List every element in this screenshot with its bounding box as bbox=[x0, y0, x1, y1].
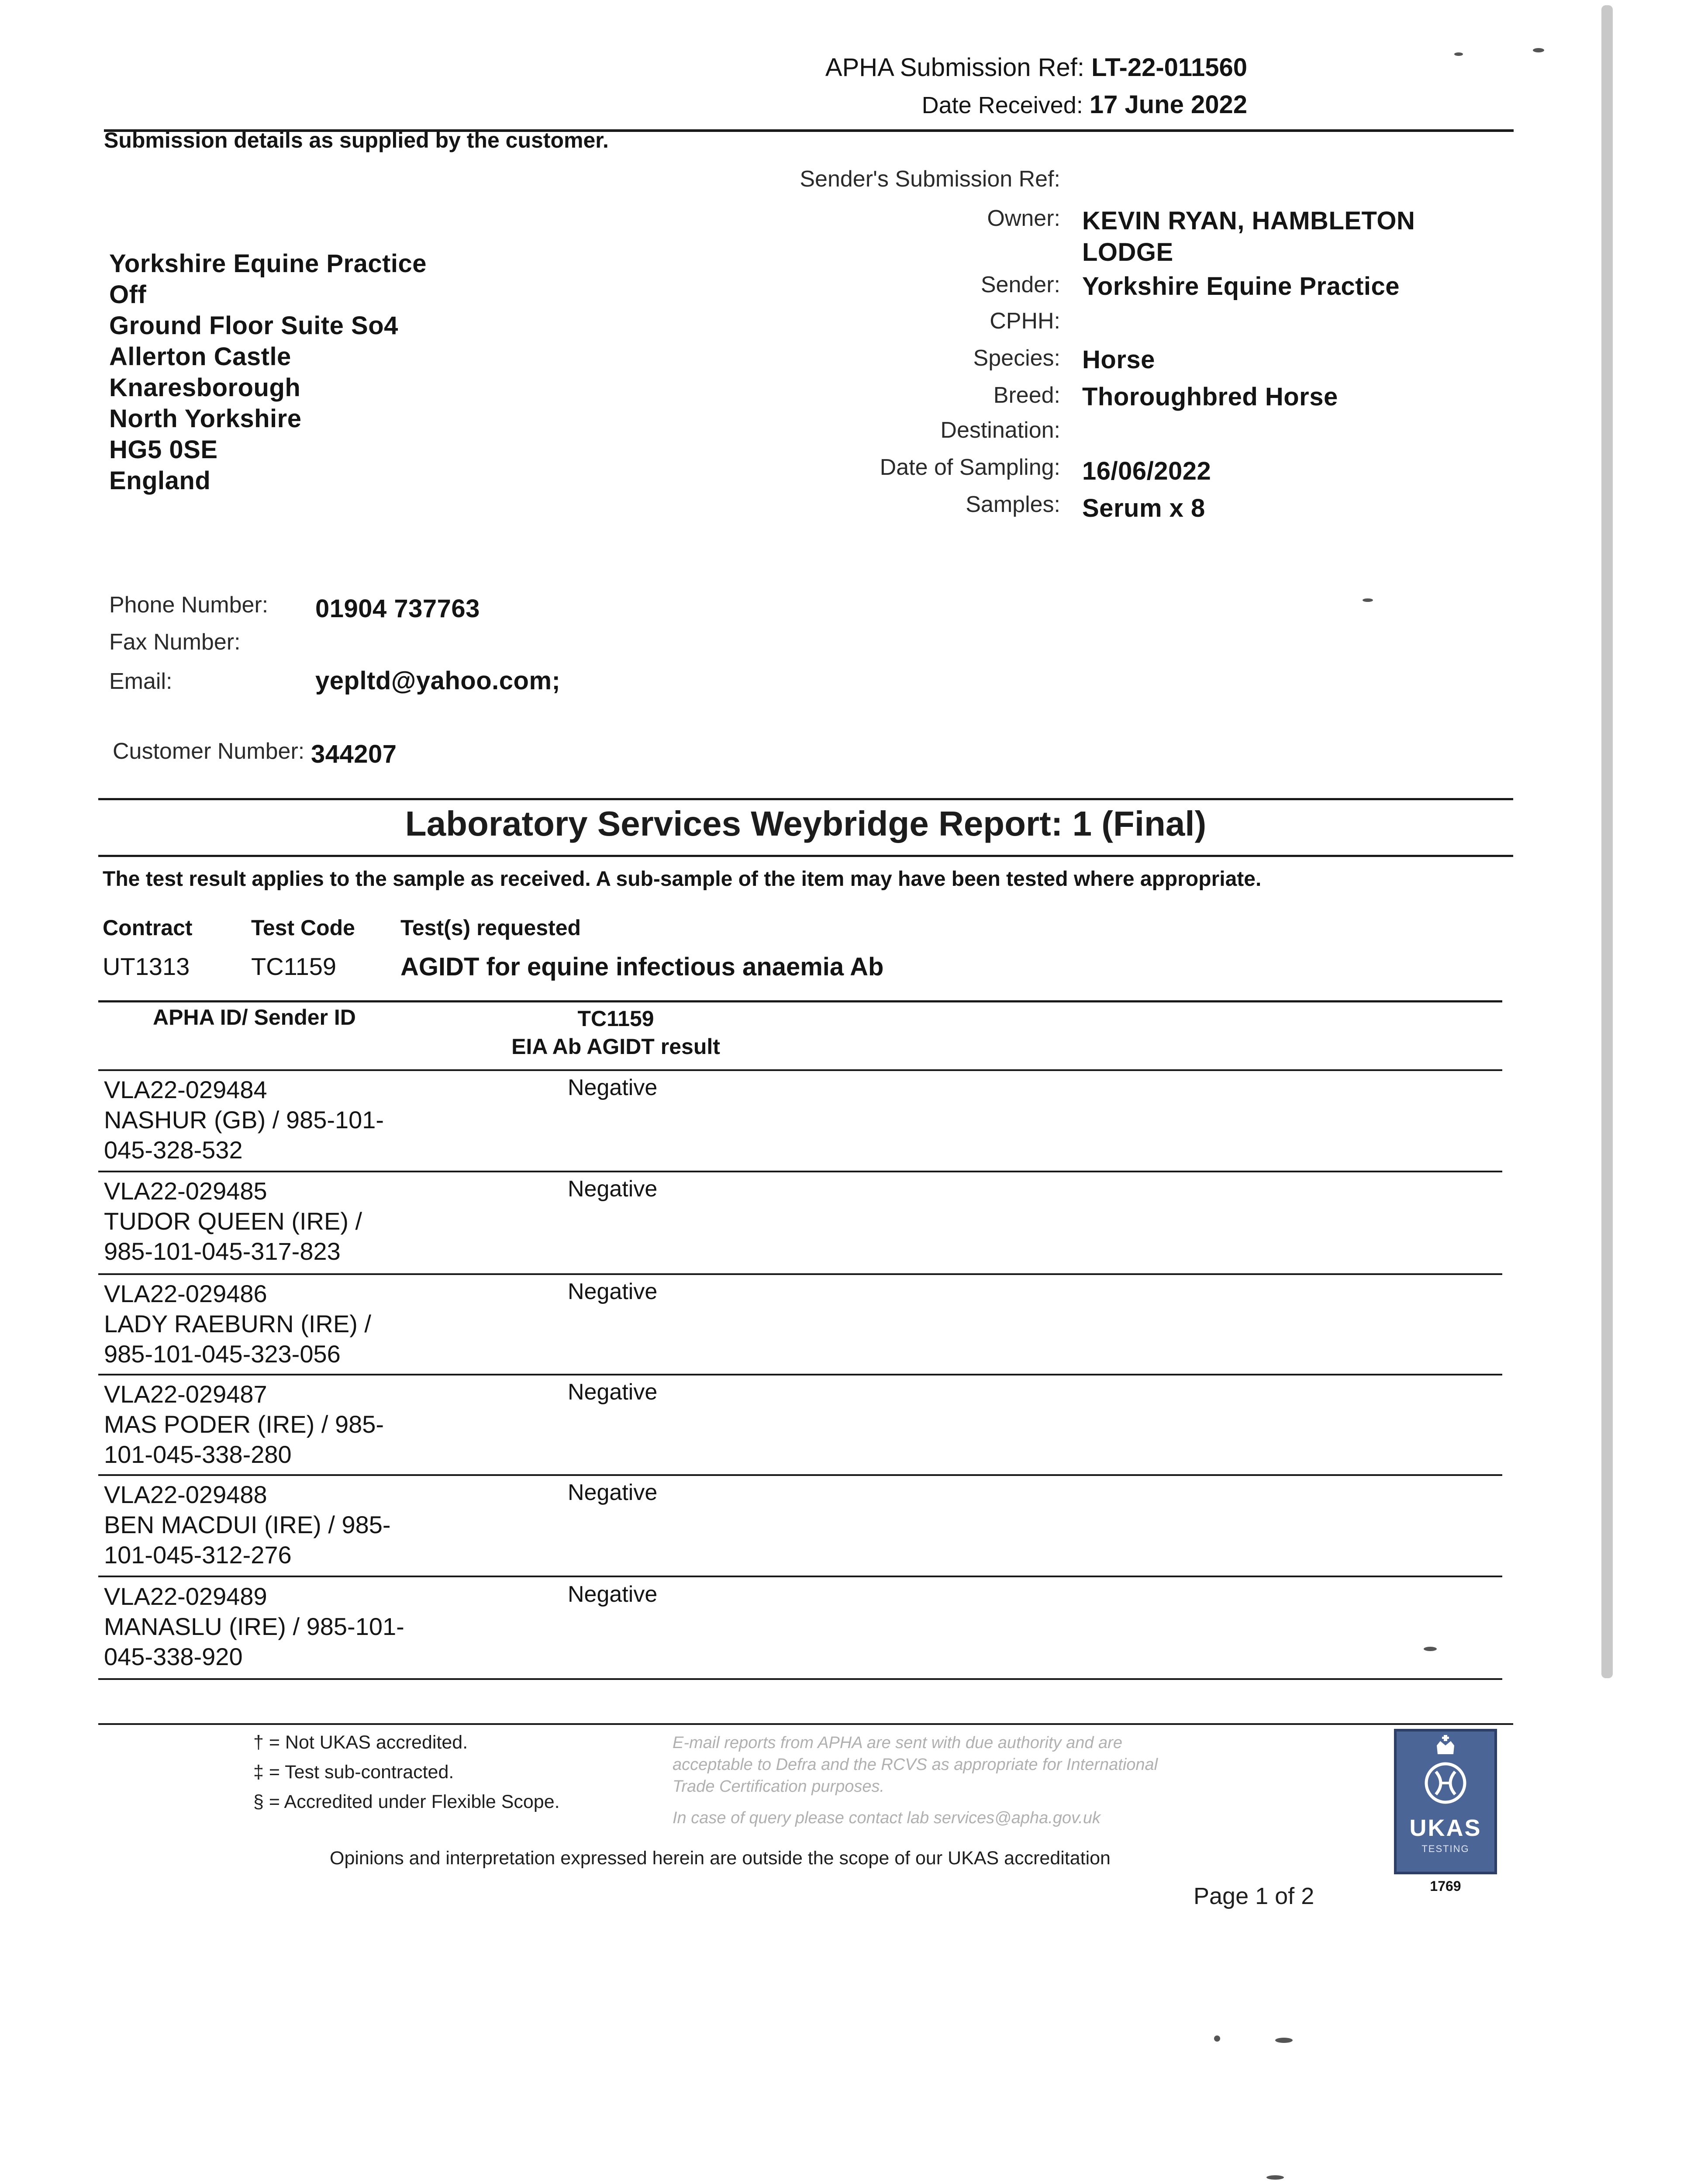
table-row bbox=[104, 1279, 436, 1369]
samples-label: Samples: bbox=[966, 492, 1060, 517]
table-top-rule bbox=[98, 1000, 1502, 1002]
samples-value: Serum x 8 bbox=[1082, 494, 1205, 522]
result-value: Negative bbox=[568, 1176, 658, 1202]
opinions-disclaimer: Opinions and interpretation expressed herein are outside the scope of our UKAS accreditation bbox=[330, 1848, 1111, 1869]
cphh-label: CPHH: bbox=[990, 308, 1060, 334]
scan-speck bbox=[1533, 48, 1544, 52]
scan-speck bbox=[1454, 52, 1463, 56]
row-rule bbox=[98, 1171, 1502, 1172]
sampling-date: 16/06/2022 bbox=[1082, 457, 1211, 485]
row-rule bbox=[98, 1069, 1502, 1071]
accreditation-legend bbox=[253, 1728, 560, 1817]
submission-ref: LT-22-011560 bbox=[1091, 53, 1247, 82]
sender-id: 045-338-920 bbox=[104, 1643, 243, 1670]
sender-id: 985-101-045-323-056 bbox=[104, 1340, 341, 1368]
header-refs bbox=[825, 49, 1247, 124]
species-label: Species: bbox=[973, 346, 1060, 371]
contract-value: UT1313 bbox=[103, 953, 190, 980]
title-bottom-rule bbox=[98, 855, 1513, 857]
apha-id: VLA22-029484 bbox=[104, 1076, 267, 1103]
test-code-header: Test Code bbox=[251, 916, 355, 940]
ukas-number: 1769 bbox=[1430, 1878, 1461, 1894]
title-top-rule bbox=[98, 798, 1513, 800]
sender-label: Sender: bbox=[980, 272, 1060, 297]
row-rule bbox=[98, 1576, 1502, 1577]
sender-id: 045-328-532 bbox=[104, 1136, 243, 1164]
tests-requested-header: Test(s) requested bbox=[400, 916, 581, 940]
scan-speck bbox=[1275, 2038, 1293, 2043]
submission-ref-label: APHA Submission Ref: bbox=[825, 53, 1085, 82]
result-value: Negative bbox=[568, 1075, 658, 1100]
sender-value: Yorkshire Equine Practice bbox=[1082, 272, 1400, 301]
sender-id: BEN MACDUI (IRE) / 985- bbox=[104, 1511, 391, 1538]
sender-id: MANASLU (IRE) / 985-101- bbox=[104, 1613, 404, 1640]
col-header-code: TC1159 bbox=[577, 1006, 654, 1031]
legend-flexible-scope: § = Accredited under Flexible Scope. bbox=[253, 1791, 560, 1812]
legend-sub-contracted: ‡ = Test sub-contracted. bbox=[253, 1762, 454, 1783]
owner-value bbox=[1082, 205, 1415, 268]
table-row bbox=[104, 1479, 436, 1570]
apha-id: VLA22-029489 bbox=[104, 1583, 267, 1610]
customer-number-label: Customer Number: bbox=[113, 739, 305, 764]
apha-id: VLA22-029487 bbox=[104, 1380, 267, 1408]
test-code-value: TC1159 bbox=[251, 953, 337, 980]
owner-line: KEVIN RYAN, HAMBLETON bbox=[1082, 207, 1415, 235]
applies-note: The test result applies to the sample as received. A sub-sample of the item may have been tested where appropriate. bbox=[103, 867, 1262, 891]
breed-value: Thoroughbred Horse bbox=[1082, 383, 1338, 411]
ukas-sub: TESTING bbox=[1421, 1843, 1470, 1854]
customer-number: 344207 bbox=[311, 740, 397, 768]
senders-ref-label: Sender's Submission Ref: bbox=[800, 166, 1060, 192]
result-value: Negative bbox=[568, 1279, 658, 1304]
fax-label: Fax Number: bbox=[109, 629, 241, 655]
ukas-text: UKAS bbox=[1409, 1815, 1482, 1841]
sender-id: 985-101-045-317-823 bbox=[104, 1237, 341, 1265]
result-value: Negative bbox=[568, 1582, 658, 1607]
scan-speck bbox=[1266, 2175, 1284, 2180]
phone-label: Phone Number: bbox=[109, 592, 269, 618]
email-note-line: acceptable to Defra and the RCVS as appropriate for International bbox=[673, 1755, 1158, 1774]
customer-address bbox=[109, 248, 427, 496]
ukas-logo bbox=[1394, 1729, 1497, 1874]
address-line: Knaresborough bbox=[109, 373, 301, 402]
test-name: AGIDT for equine infectious anaemia Ab bbox=[400, 953, 884, 981]
page-number: Page 1 of 2 bbox=[1194, 1883, 1314, 1909]
address-line: North Yorkshire bbox=[109, 404, 302, 433]
sender-id: 101-045-312-276 bbox=[104, 1541, 292, 1569]
row-rule bbox=[98, 1273, 1502, 1275]
email-authority-note bbox=[673, 1732, 1328, 1829]
sampling-date-label: Date of Sampling: bbox=[880, 455, 1060, 480]
address-line: England bbox=[109, 467, 211, 495]
email-note-line: Trade Certification purposes. bbox=[673, 1777, 885, 1796]
row-rule bbox=[98, 1374, 1502, 1375]
legend-not-accredited: † = Not UKAS accredited. bbox=[253, 1732, 468, 1753]
email-value: yepltd@yahoo.com; bbox=[315, 667, 561, 695]
scan-speck bbox=[1363, 598, 1373, 602]
report-title: Laboratory Services Weybridge Report: 1 (Final) bbox=[405, 804, 1207, 843]
date-received-label: Date Received: bbox=[921, 92, 1083, 118]
apha-id: VLA22-029488 bbox=[104, 1481, 267, 1508]
footer-rule bbox=[98, 1723, 1513, 1725]
col-header-id: APHA ID/ Sender ID bbox=[153, 1005, 356, 1030]
result-value: Negative bbox=[568, 1379, 658, 1405]
breed-label: Breed: bbox=[993, 383, 1060, 408]
query-note: In case of query please contact lab services@apha.gov.uk bbox=[673, 1809, 1101, 1827]
scan-edge-bar bbox=[1601, 5, 1613, 1678]
sender-id: NASHUR (GB) / 985-101- bbox=[104, 1106, 384, 1133]
contract-header: Contract bbox=[103, 916, 193, 940]
col-header-result-name: EIA Ab AGIDT result bbox=[511, 1034, 720, 1059]
table-row bbox=[104, 1176, 436, 1266]
sender-id: MAS PODER (IRE) / 985- bbox=[104, 1410, 384, 1438]
address-line: Ground Floor Suite So4 bbox=[109, 311, 398, 340]
sender-id: 101-045-338-280 bbox=[104, 1441, 292, 1468]
email-label: Email: bbox=[109, 669, 172, 694]
apha-id: VLA22-029486 bbox=[104, 1280, 267, 1307]
scan-speck bbox=[1424, 1647, 1437, 1651]
address-line: Allerton Castle bbox=[109, 342, 291, 371]
table-bottom-rule bbox=[98, 1678, 1502, 1680]
date-received: 17 June 2022 bbox=[1089, 90, 1247, 119]
address-line: Off bbox=[109, 280, 147, 309]
phone-value: 01904 737763 bbox=[315, 594, 480, 623]
owner-line: LODGE bbox=[1082, 238, 1173, 266]
address-line: HG5 0SE bbox=[109, 435, 218, 464]
result-value: Negative bbox=[568, 1480, 658, 1505]
col-header-result bbox=[498, 1005, 734, 1061]
sender-id: LADY RAEBURN (IRE) / bbox=[104, 1310, 371, 1337]
destination-label: Destination: bbox=[940, 418, 1060, 443]
table-row bbox=[104, 1379, 436, 1469]
address-line: Yorkshire Equine Practice bbox=[109, 249, 427, 278]
owner-label: Owner: bbox=[987, 206, 1060, 231]
apha-id: VLA22-029485 bbox=[104, 1177, 267, 1205]
scan-speck bbox=[1214, 2035, 1220, 2042]
email-note-line: E-mail reports from APHA are sent with due authority and are bbox=[673, 1734, 1122, 1752]
row-rule bbox=[98, 1474, 1502, 1476]
supplied-note: Submission details as supplied by the customer. bbox=[104, 128, 609, 152]
species-value: Horse bbox=[1082, 346, 1155, 374]
table-row bbox=[104, 1581, 436, 1672]
sender-id: TUDOR QUEEN (IRE) / bbox=[104, 1207, 362, 1235]
table-row bbox=[104, 1075, 436, 1165]
